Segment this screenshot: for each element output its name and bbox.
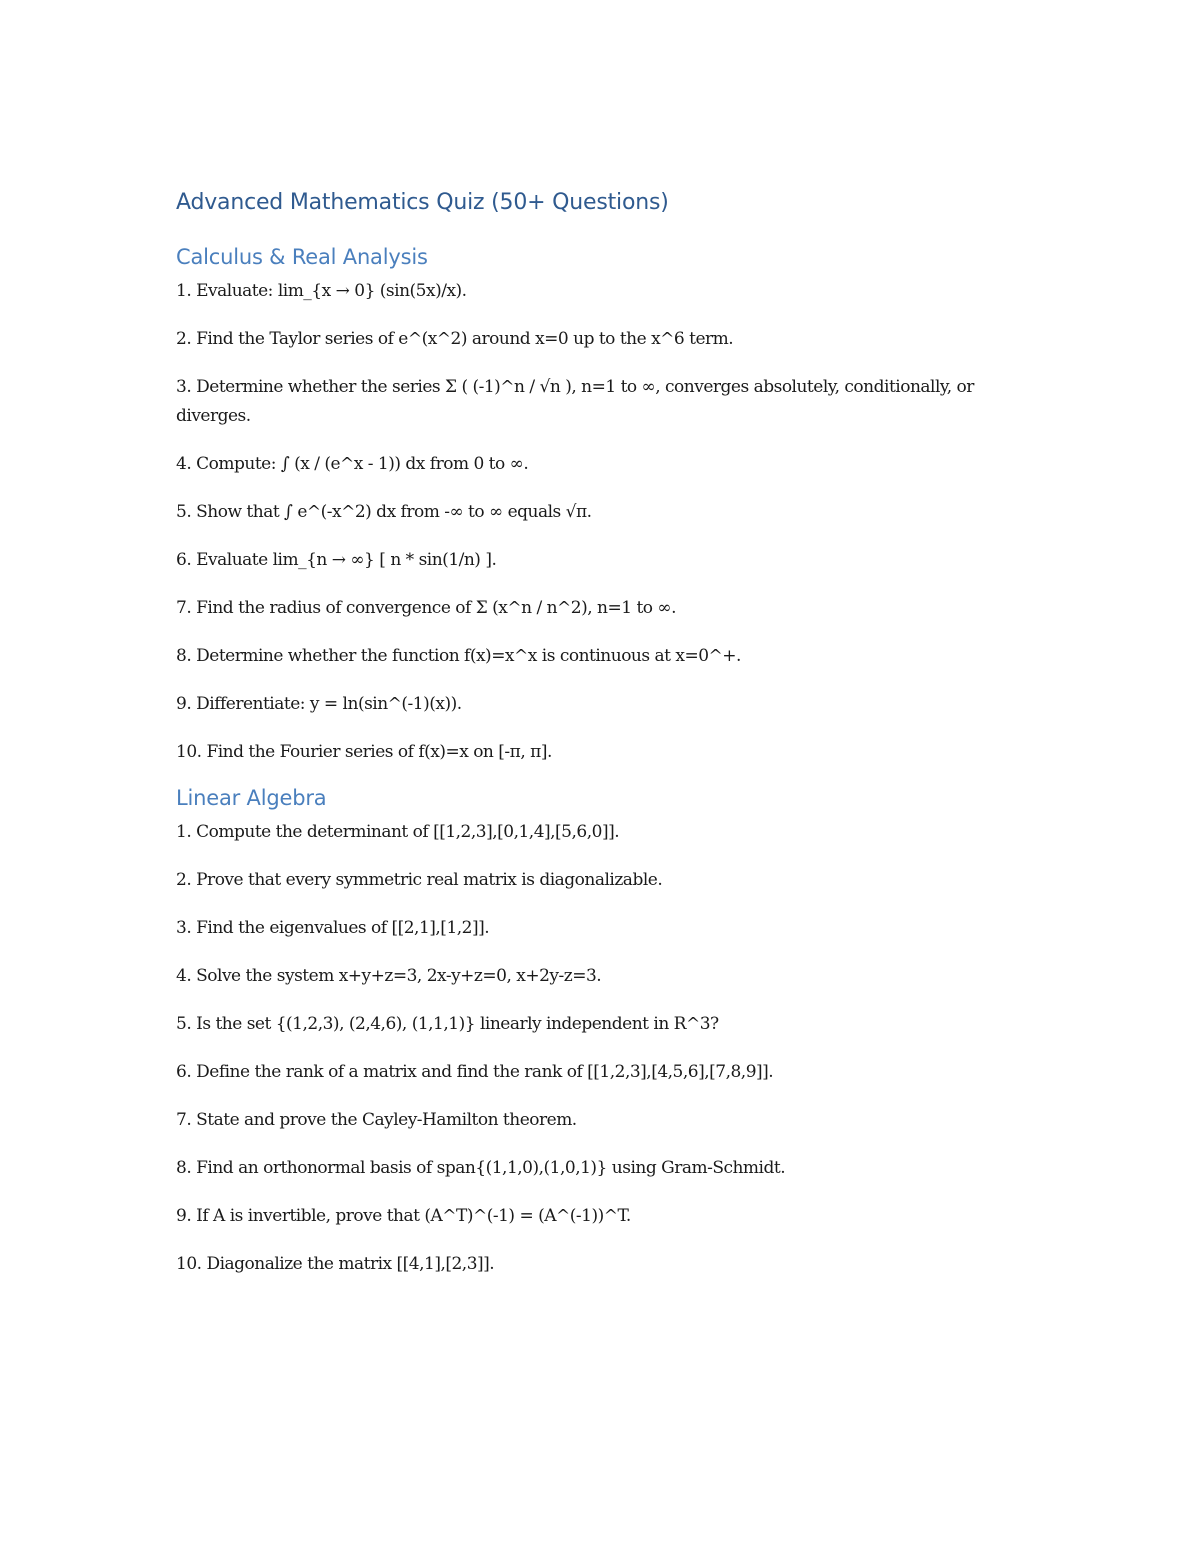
- question-item: 5. Is the set {(1,2,3), (2,4,6), (1,1,1)} linearly independent in R^3?: [176, 1014, 719, 1034]
- question-item: 7. Find the radius of convergence of Σ (x^n / n^2), n=1 to ∞.: [176, 598, 676, 618]
- section-linear-algebra: [176, 786, 976, 1279]
- section-heading: Calculus & Real Analysis: [176, 245, 428, 269]
- document-title: Advanced Mathematics Quiz (50+ Questions): [176, 190, 669, 215]
- question-item: 9. Differentiate: y = ln(sin^(-1)(x)).: [176, 694, 462, 714]
- question-item: 5. Show that ∫ e^(-x^2) dx from -∞ to ∞ equals √π.: [176, 502, 592, 522]
- question-item: 8. Find an orthonormal basis of span{(1,1,0),(1,0,1)} using Gram-Schmidt.: [176, 1158, 786, 1178]
- question-list: [176, 818, 976, 1279]
- question-item: 3. Find the eigenvalues of [[2,1],[1,2]].: [176, 918, 490, 938]
- question-item: 4. Compute: ∫ (x / (e^x - 1)) dx from 0 to ∞.: [176, 454, 529, 474]
- section-calculus: [176, 245, 976, 767]
- question-item: 6. Evaluate lim_{n → ∞} [ n * sin(1/n) ].: [176, 550, 497, 570]
- question-item: 4. Solve the system x+y+z=3, 2x-y+z=0, x+2y-z=3.: [176, 966, 602, 986]
- question-item: 10. Find the Fourier series of f(x)=x on [-π, π].: [176, 742, 552, 762]
- section-heading: Linear Algebra: [176, 786, 327, 810]
- question-item: 10. Diagonalize the matrix [[4,1],[2,3]].: [176, 1254, 495, 1274]
- question-item: 9. If A is invertible, prove that (A^T)^(-1) = (A^(-1))^T.: [176, 1206, 631, 1226]
- question-item: 6. Define the rank of a matrix and find the rank of [[1,2,3],[4,5,6],[7,8,9]].: [176, 1062, 774, 1082]
- question-item: 3. Determine whether the series Σ ( (-1)^n / √n ), n=1 to ∞, converges absolutely, conditionally, or diverges.: [176, 377, 974, 426]
- question-item: 1. Evaluate: lim_{x → 0} (sin(5x)/x).: [176, 281, 467, 301]
- question-item: 8. Determine whether the function f(x)=x^x is continuous at x=0^+.: [176, 646, 741, 666]
- question-item: 2. Prove that every symmetric real matrix is diagonalizable.: [176, 870, 663, 890]
- question-item: 2. Find the Taylor series of e^(x^2) around x=0 up to the x^6 term.: [176, 329, 734, 349]
- question-item: 7. State and prove the Cayley-Hamilton theorem.: [176, 1110, 577, 1130]
- question-item: 1. Compute the determinant of [[1,2,3],[0,1,4],[5,6,0]].: [176, 822, 620, 842]
- document-page: [176, 190, 976, 1298]
- question-list: [176, 277, 976, 767]
